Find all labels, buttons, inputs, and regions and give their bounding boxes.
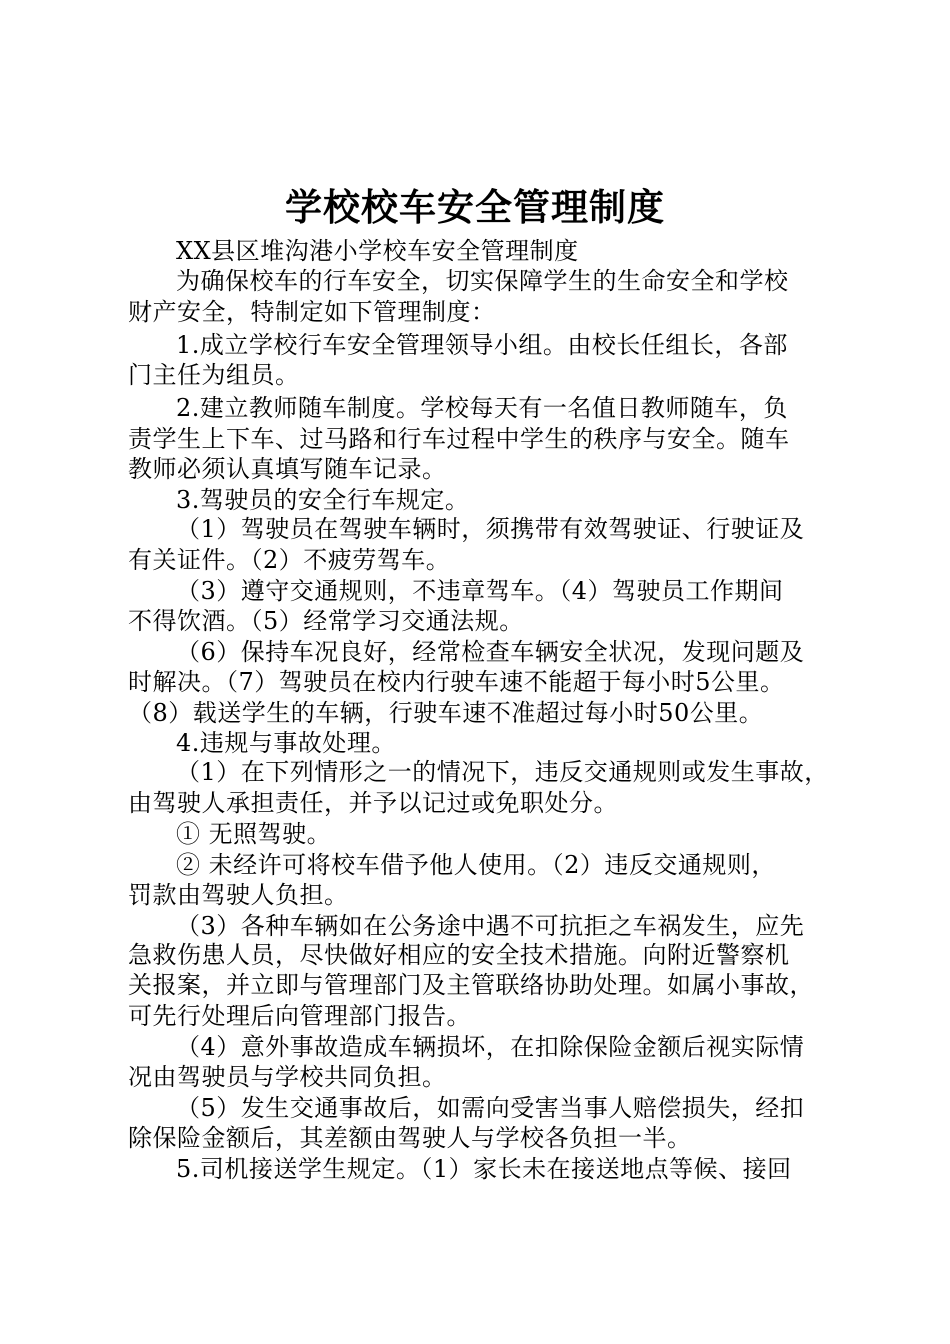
text-line: （8）载送学生的车辆，行驶车速不准超过每小时50公里。 xyxy=(128,699,764,727)
text-line: （5）发生交通事故后，如需向受害当事人赔偿损失，经扣 xyxy=(176,1094,805,1122)
text-line: 急救伤患人员，尽快做好相应的安全技术措施。向附近警察机 xyxy=(128,941,790,969)
document-title: 学校校车安全管理制度 xyxy=(285,186,665,229)
text-line: 关报案，并立即与管理部门及主管联络协助处理。如属小事故， xyxy=(128,971,814,999)
text-line: 1.成立学校行车安全管理领导小组。由校长任组长，各部 xyxy=(176,331,788,359)
text-line: ② 未经许可将校车借予他人使用。（2）违反交通规则， xyxy=(176,851,776,879)
text-line: 除保险金额后，其差额由驾驶人与学校各负担一半。 xyxy=(128,1124,692,1152)
text-line: XX县区堆沟港小学校车安全管理制度 xyxy=(176,237,579,265)
text-line: （3）遵守交通规则，不违章驾车。（4）驾驶员工作期间 xyxy=(176,577,784,605)
text-line: 5.司机接送学生规定。（1）家长未在接送地点等候、接回 xyxy=(176,1155,792,1183)
text-line: 责学生上下车、过马路和行车过程中学生的秩序与安全。随车 xyxy=(128,425,790,453)
text-line: 可先行处理后向管理部门报告。 xyxy=(128,1002,471,1030)
text-line: 有关证件。（2）不疲劳驾车。 xyxy=(128,546,451,574)
text-line: 门主任为组员。 xyxy=(128,361,300,389)
text-line: 况由驾驶员与学校共同负担。 xyxy=(128,1063,447,1091)
text-line: 不得饮酒。（5）经常学习交通法规。 xyxy=(128,607,524,635)
text-line: （4）意外事故造成车辆损坏，在扣除保险金额后视实际情 xyxy=(176,1033,805,1061)
text-line: （6）保持车况良好，经常检查车辆安全状况，发现问题及 xyxy=(176,638,805,666)
text-line: 为确保校车的行车安全，切实保障学生的生命安全和学校 xyxy=(176,267,789,295)
text-line: 2.建立教师随车制度。学校每天有一名值日教师随车，负 xyxy=(176,394,788,422)
text-line: （3）各种车辆如在公务途中遇不可抗拒之车祸发生，应先 xyxy=(176,912,805,940)
text-line: 3.驾驶员的安全行车规定。 xyxy=(176,486,470,514)
text-line: 财产安全，特制定如下管理制度： xyxy=(128,298,496,326)
text-line: （1）驾驶员在驾驶车辆时，须携带有效驾驶证、行驶证及 xyxy=(176,515,805,543)
text-line: （1）在下列情形之一的情况下，违反交通规则或发生事故， xyxy=(176,758,829,786)
text-line: 由驾驶人承担责任，并予以记过或免职处分。 xyxy=(128,789,618,817)
text-line: 罚款由驾驶人负担。 xyxy=(128,881,349,909)
text-line: 4.违规与事故处理。 xyxy=(176,729,396,757)
text-line: 教师必须认真填写随车记录。 xyxy=(128,455,447,483)
text-line: 时解决。（7）驾驶员在校内行驶车速不能超于每小时5公里。 xyxy=(128,668,785,696)
text-line: ① 无照驾驶。 xyxy=(176,820,332,848)
